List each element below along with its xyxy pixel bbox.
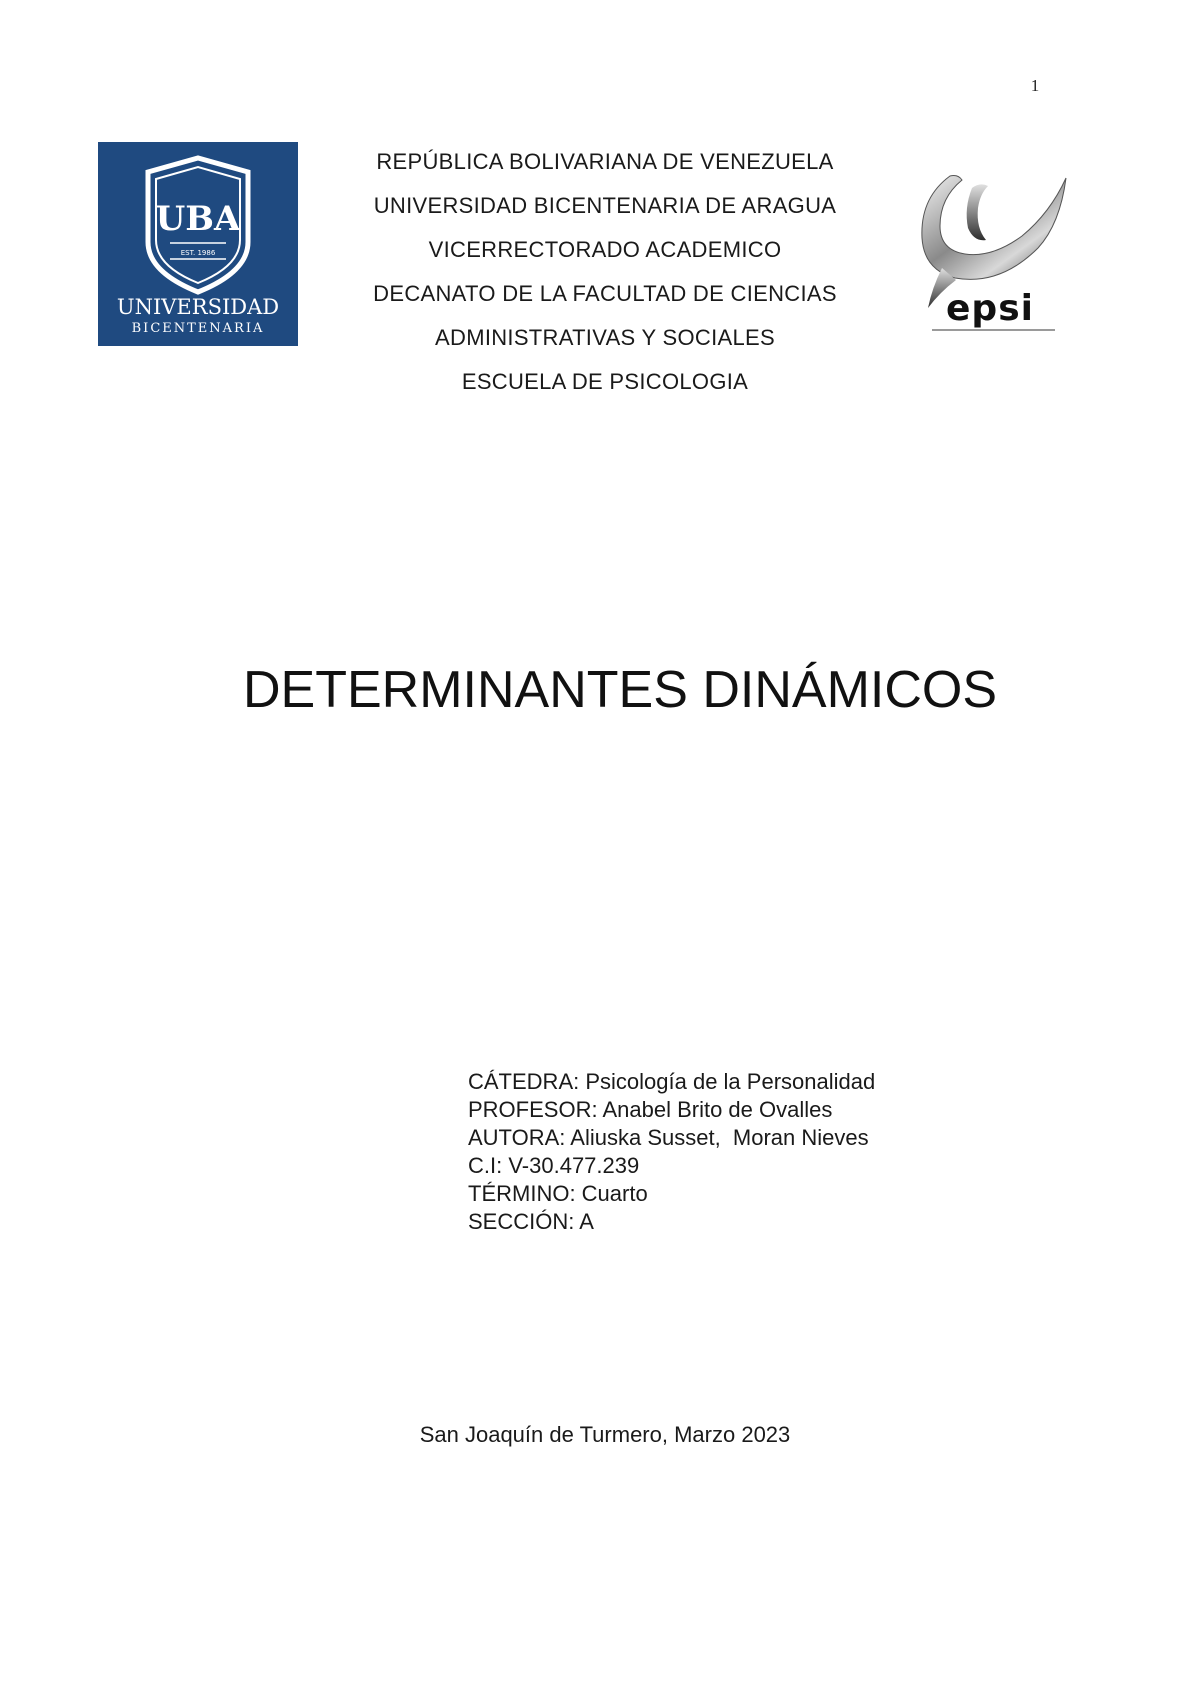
detail-ci: C.I: V-30.477.239 (468, 1153, 640, 1178)
page-number: 1 (1030, 76, 1040, 95)
detail-profesor: PROFESOR: Anabel Brito de Ovalles (468, 1097, 833, 1122)
header-line-republic: REPÚBLICA BOLIVARIANA DE VENEZUELA (376, 149, 834, 174)
assignment-details (468, 1068, 988, 1236)
detail-autora: AUTORA: Aliuska Susset, Moran Nieves (468, 1125, 869, 1150)
uba-logo (98, 142, 298, 346)
epsi-wordmark: epsi (946, 288, 1034, 329)
header-line-decanato: DECANATO DE LA FACULTAD DE CIENCIAS (373, 281, 837, 306)
institution-header (300, 140, 910, 404)
uba-wordmark-line2: BICENTENARIA (131, 321, 265, 336)
place-date: San Joaquín de Turmero, Marzo 2023 (419, 1422, 791, 1447)
header-line-vicerrectorado: VICERRECTORADO ACADEMICO (428, 237, 782, 262)
detail-seccion: SECCIÓN: A (468, 1209, 594, 1234)
detail-catedra: CÁTEDRA: Psicología de la Personalidad (468, 1069, 876, 1094)
header-line-faculty: ADMINISTRATIVAS Y SOCIALES (435, 325, 775, 350)
epsi-logo (910, 158, 1070, 348)
epsi-emblem-icon (910, 158, 1070, 348)
uba-shield-text: UBA (155, 199, 241, 239)
uba-shield-est: EST. 1986 (180, 249, 216, 257)
uba-wordmark-line1: UNIVERSIDAD (116, 295, 280, 319)
uba-shield-icon (98, 142, 298, 346)
document-title: DETERMINANTES DINÁMICOS (242, 661, 998, 719)
detail-termino: TÉRMINO: Cuarto (468, 1181, 648, 1206)
header-line-university: UNIVERSIDAD BICENTENARIA DE ARAGUA (373, 193, 837, 218)
header-line-school: ESCUELA DE PSICOLOGIA (461, 369, 749, 394)
